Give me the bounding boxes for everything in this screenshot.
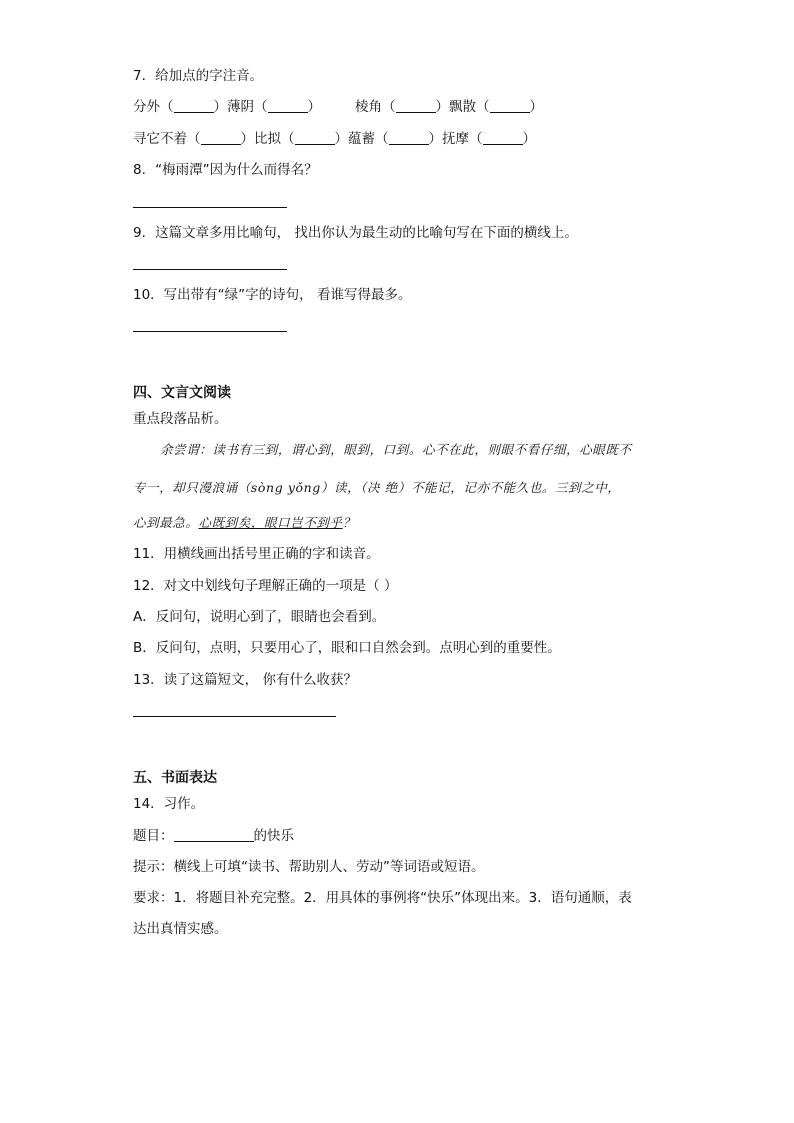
q10-question: 10．写出带有“绿”字的诗句， 看谁写得最多。: [133, 287, 412, 303]
pinyin-blank[interactable]: [268, 98, 308, 113]
q12-question: 12．对文中划线句子理解正确的一项是（ ）: [133, 578, 398, 594]
q7-row1: 分外（ ）薄阴（ ） 棱角（ ）飘散（ ）: [133, 99, 543, 115]
pinyin-blank[interactable]: [174, 98, 214, 113]
section-4-heading: 四、文言文阅读: [133, 385, 231, 401]
pinyin-blank[interactable]: [490, 98, 530, 113]
passage-line-1: 余尝谓：读书有三到，谓心到，眼到，口到。心不在此，则眼不看仔细，心眼既不: [160, 442, 632, 457]
q7-word: 寻它不着: [133, 131, 187, 147]
q7-word: 薄阴: [227, 99, 254, 115]
q9-answer-line[interactable]: [133, 269, 287, 270]
q14-title: 14．习作。: [133, 796, 205, 812]
q7-word: 抚摩: [442, 131, 469, 147]
q7-word: 蕴蓄: [348, 131, 375, 147]
pinyin-blank[interactable]: [295, 130, 335, 145]
q11-question: 11．用横线画出括号里正确的字和读音。: [133, 546, 380, 562]
q13-answer-line[interactable]: [133, 716, 336, 717]
q8-answer-line[interactable]: [133, 207, 287, 208]
pinyin-blank[interactable]: [389, 130, 429, 145]
q9-question: 9．这篇文章多用比喻句， 找出你认为最生动的比喻句写在下面的横线上。: [133, 225, 578, 241]
q12-option-a[interactable]: A．反问句，说明心到了，眼睛也会看到。: [133, 609, 386, 625]
q10-answer-line[interactable]: [133, 331, 287, 332]
section-5-heading: 五、书面表达: [133, 770, 217, 786]
essay-requirements-1: 要求：1．将题目补充完整。2．用具体的事例将“快乐”体现出来。3．语句通顺，表: [133, 890, 632, 906]
essay-title-blank[interactable]: [174, 827, 254, 842]
q8-question: 8．“梅雨潭”因为什么而得名？: [133, 162, 318, 178]
q7-word: 分外: [133, 99, 160, 115]
essay-hint: 提示：横线上可填“读书、帮助别人、劳动”等词语或短语。: [133, 859, 485, 875]
pinyin-blank[interactable]: [483, 130, 523, 145]
q7-word: 飘散: [449, 99, 476, 115]
q12-option-b[interactable]: B．反问句，点明，只要用心了，眼和口自然会到。点明心到的重要性。: [133, 640, 561, 656]
q7-word: 棱角: [355, 99, 382, 115]
section-4-subheading: 重点段落品析。: [133, 411, 228, 427]
underlined-sentence: 心既到矣，眼口岂不到乎: [198, 515, 343, 530]
passage-line-3: 心到最急。心既到矣，眼口岂不到乎？: [133, 515, 356, 530]
pinyin-blank[interactable]: [396, 98, 436, 113]
essay-title-line: 题目： 的快乐: [133, 828, 294, 844]
q13-question: 13．读了这篇短文， 你有什么收获？: [133, 672, 357, 688]
q7-word: 比拟: [254, 131, 281, 147]
q7-title: 7．给加点的字注音。: [133, 68, 264, 84]
q7-row2: 寻它不着（ ）比拟（ ）蕴蓄（ ）抚摩（ ）: [133, 131, 536, 147]
passage-line-2: 专一，却只漫浪诵（sòng yǒng）读，（决 绝）不能记，记亦不能久也。三到之中，: [133, 480, 621, 495]
pinyin-blank[interactable]: [201, 130, 241, 145]
essay-requirements-2: 达出真情实感。: [133, 921, 228, 937]
